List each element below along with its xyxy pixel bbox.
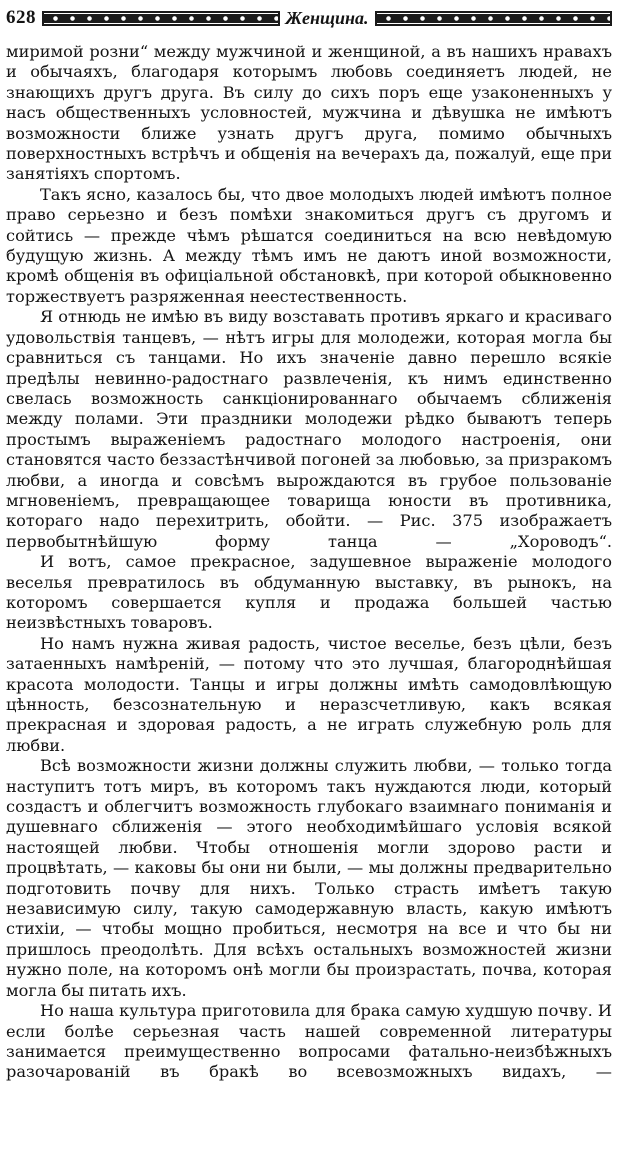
paragraph-1: миримой розни“ между мужчиной и женщиной, а въ нашихъ нравахъ и обычаяхъ, благодаря которымъ любовь соединяетъ людей, не знающихъ другъ друга. Въ силу до сихъ поръ еще узаконенныхъ у насъ общественныхъ условностей, мужчина и дѣвушка не имѣютъ возможности ближе узнать другъ друга, помимо обычныхъ поверхностныхъ встрѣчъ и общенія на вечерахъ да, пожалуй, еще при занятіяхъ спортомъ.: [6, 42, 612, 184]
running-title: Женщина.: [285, 7, 369, 28]
paragraph-5: Но намъ нужна живая радость, чистое веселье, безъ цѣли, безъ затаенныхъ намѣреній, — потому что это лучшая, благороднѣйшая красота молодости. Танцы и игры должны имѣть самодовлѣющую цѣнность, безсознательную и неразсчетливую, какъ всякая прекрасная и здоровая радость, а не играть служебную роль для любви.: [6, 633, 612, 755]
paragraph-6: Всѣ возможности жизни должны служить любви, — только тогда наступитъ тотъ миръ, въ которомъ такъ нуждаются люди, который создастъ и облегчитъ возможность глубокаго взаимнаго пониманія и душевнаго сближенія — этого необходимѣйшаго условія всякой настоящей любви. Чтобы отношенія могли здорово расти и процвѣтать, — каковы бы они ни были, — мы должны предварительно подготовить почву для нихъ. Только страсть имѣетъ такую независимую силу, такую самодержавную власть, какую имѣютъ стихіи, — чтобы мощно пробиться, несмотря на все и что бы ни пришлось преодолѣть. Для всѣхъ остальныхъ возможностей жизни нужно поле, на которомъ онѣ могли бы произрастать, почва, которая могла бы питать ихъ.: [6, 756, 612, 1000]
ornament-left: [42, 11, 280, 26]
paragraph-7: Но наша культура приготовила для брака самую худшую почву. И если болѣе серьезная часть нашей современной литературы занимается преимущественно вопросами фатально-неизбѣжныхъ разочарованій въ бракѣ во всевозможныхъ видахъ, —: [6, 1001, 612, 1082]
running-header: [6, 0, 612, 36]
paragraph-4: И вотъ, самое прекрасное, задушевное выраженіе молодого веселья превратилось въ обдуманную выставку, въ рынокъ, на которомъ совершается купля и продажа большей частью неизвѣстныхъ товаровъ.: [6, 552, 612, 633]
page-number: 628: [6, 7, 36, 28]
ornament-right: [375, 11, 613, 26]
text-body: [6, 42, 612, 1083]
paragraph-3: Я отнюдь не имѣю въ виду возставать противъ яркаго и красиваго удовольствія танцевъ, — нѣтъ игры для молодежи, которая могла бы сравниться съ танцами. Но ихъ значеніе давно перешло всякіе предѣлы невинно-радостнаго развлеченія, къ нимъ единственно свелась возможность санкціонированнаго обычаемъ сближенія между полами. Эти праздники молодежи рѣдко бываютъ теперь простымъ выраженіемъ радостнаго молодого настроенія, они становятся часто беззастѣнчивой погоней за любовью, за призракомъ любви, а иногда и совсѣмъ вырождаются въ грубое пользованіе мгновеніемъ, превращающее товарища юности въ противника, котораго надо перехитрить, обойти. — Рис. 375 изображаетъ первобытнѣйшую форму танца — „Хороводъ“.: [6, 307, 612, 551]
paragraph-2: Такъ ясно, казалось бы, что двое молодыхъ людей имѣютъ полное право серьезно и безъ помѣхи знакомиться другъ съ другомъ и сойтись — прежде чѣмъ рѣшатся соединиться на всю невѣдомую будущую жизнь. А между тѣмъ имъ не даютъ иной возможности, кромѣ общенія въ офиціальной обстановкѣ, при которой обыкновенно торжествуетъ разряженная неестественность.: [6, 184, 612, 306]
